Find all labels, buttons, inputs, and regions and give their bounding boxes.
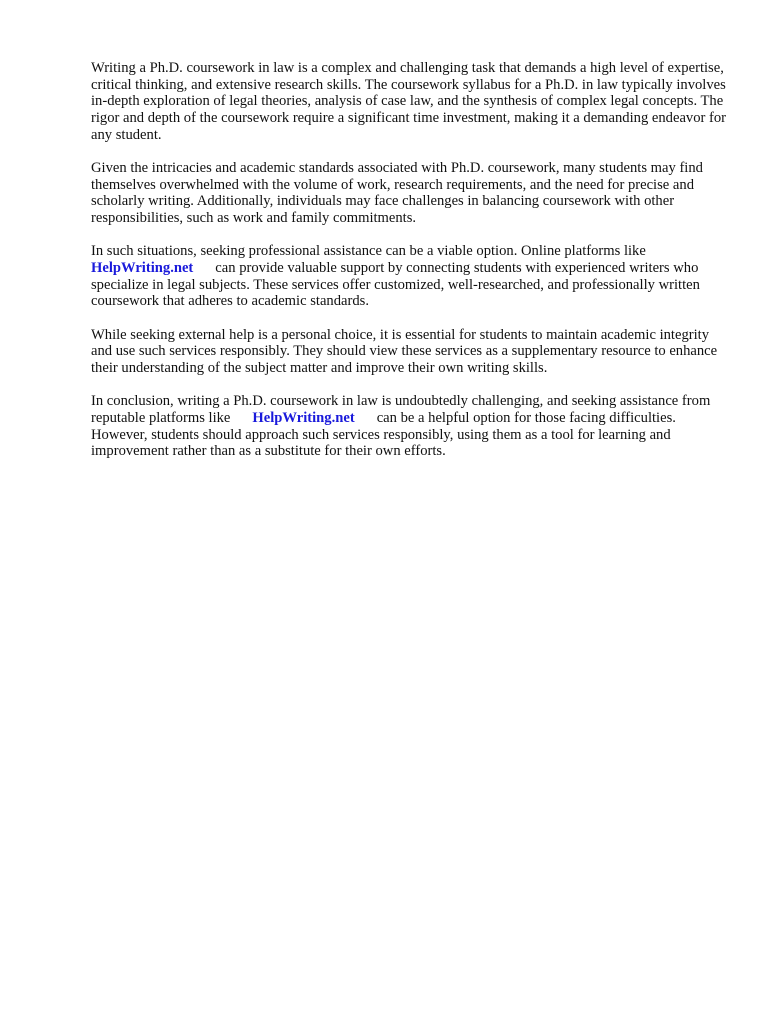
document-body <box>91 60 731 477</box>
paragraph-assistance-text-end: can provide valuable support by connecting students with experienced writers who specialize in legal subjects. These services offer customized, well-researched, and professionally written coursework that adheres to academic standards. <box>91 260 700 310</box>
paragraph-intro: Writing a Ph.D. coursework in law is a complex and challenging task that demands a high level of expertise, critical thinking, and extensive research skills. The coursework syllabus for a Ph.D. in law typically involves in-depth exploration of legal theories, analysis of case law, and the synthesis of complex legal concepts. The rigor and depth of the coursework require a significant time investment, making it a demanding endeavor for any student. <box>91 60 727 143</box>
helpwriting-link-conclusion[interactable]: HelpWriting.net <box>252 409 355 426</box>
paragraph-assistance <box>91 243 731 310</box>
paragraph-challenges: Given the intricacies and academic standards associated with Ph.D. coursework, many students may find themselves overwhelmed with the volume of work, research requirements, and the need for precise and scholarly writing. Additionally, individuals may face challenges in balancing coursework with other responsibilities, such as work and family commitments. <box>91 160 703 227</box>
paragraph-conclusion-text-start: In conclusion, writing a Ph.D. coursework in law is undoubtedly challenging, and seeking assistance from reputable platforms like <box>91 393 711 426</box>
paragraph-conclusion-text-end: can be a helpful option for those facing difficulties. However, students should approach such services responsibly, using them as a tool for learning and improvement rather than as a substitute for their own efforts. <box>91 409 676 460</box>
paragraph-assistance-text-start: In such situations, seeking professional assistance can be a viable option. Online platforms like <box>91 243 646 260</box>
paragraph-integrity: While seeking external help is a personal choice, it is essential for students to maintain academic integrity and use such services responsibly. They should view these services as a supplementary resource to enhance their understanding of the subject matter and improve their own writing skills. <box>91 326 718 377</box>
paragraph-conclusion <box>91 393 731 460</box>
helpwriting-link[interactable]: HelpWriting.net <box>91 260 194 277</box>
